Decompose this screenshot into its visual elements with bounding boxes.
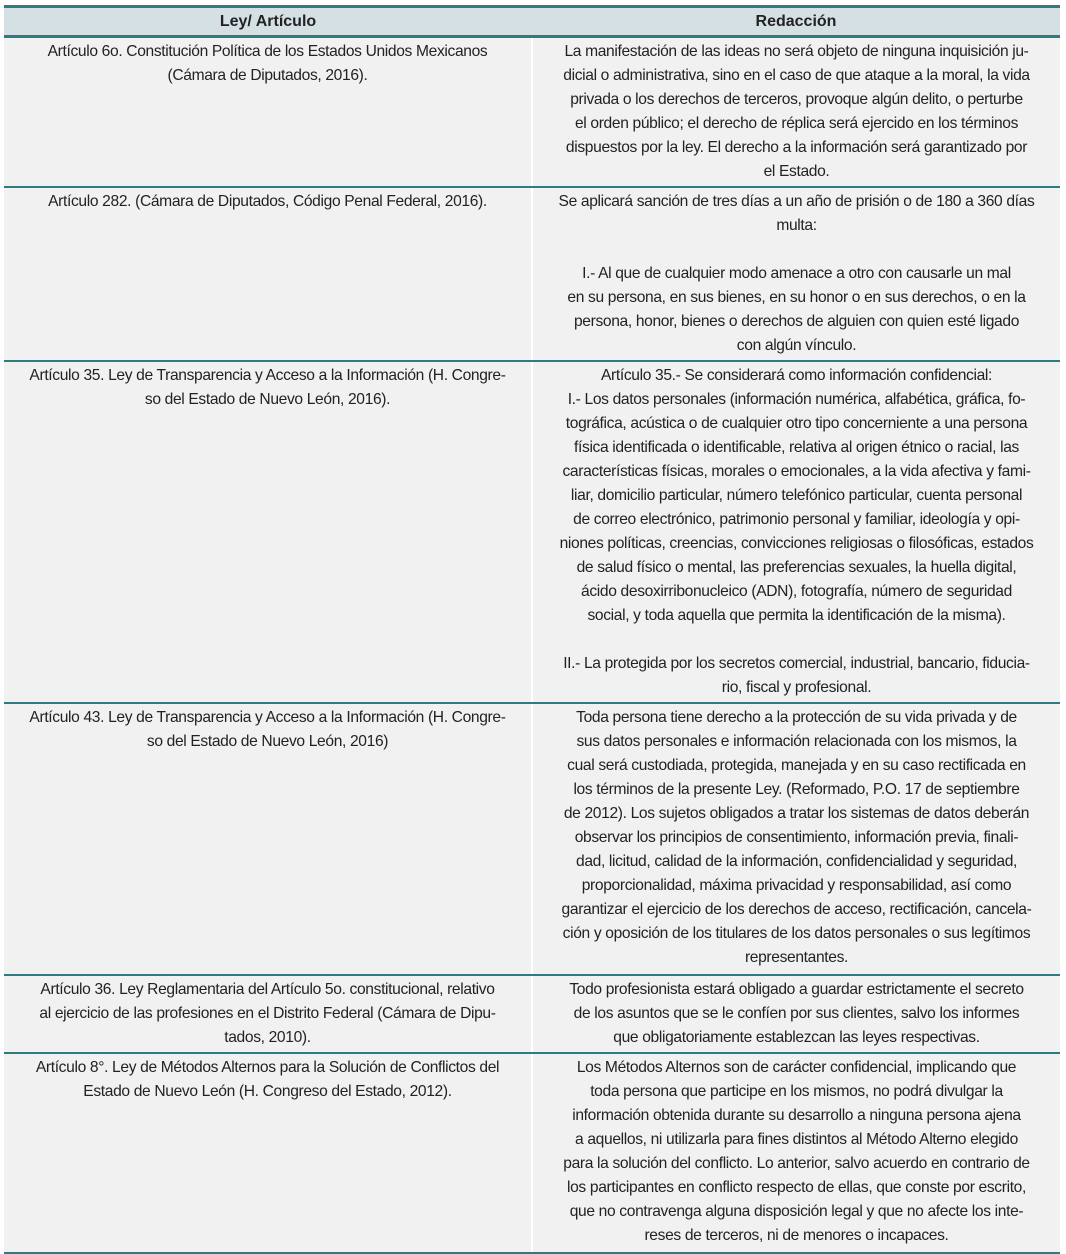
redaccion-cell: Artículo 35.- Se considerará como información confidencial: I.- Los datos personales (información numérica, alfabética, gráfica, fo- tográfica, acústica o de cualquier otro tipo concerniente a una persona física identificada o identificable, relativa al origen étnico o racial, las características físicas, morales o emocionales, a la vida afectiva y fami- liar, domicilio particular, número telefónico particular, cuenta personal de correo electrónico, patrimonio personal y familiar, ideología y opi- niones políticas, creencias, convicciones religiosas o filosóficas, estados de salud físico o mental, las preferencias sexuales, la huella digital, ácido desoxirribonucleico (ADN), fotografía, número de seguridad social, y toda aquella que permita la identificación de la misma). II.- La protegida por los secretos comercial, industrial, bancario, fiducia- rio, fiscal y profesional. xyxy=(559,367,1034,696)
redaccion-cell: Se aplicará sanción de tres días a un año de prisión o de 180 a 360 días multa: I.- Al que de cualquier modo amenace a otro con causarle un mal en su persona, en sus bienes, en su honor o en sus derechos, o en la persona, honor, bienes o derechos de alguien con quien esté ligado con algún vínculo. xyxy=(558,193,1035,354)
ley-cell: Artículo 8°. Ley de Métodos Alternos para la Solución de Conflictos del Estado de Nuevo León (H. Congreso del Estado, 2012). xyxy=(35,1059,500,1100)
header-ley: Ley/ Artículo xyxy=(4,7,532,37)
table-row xyxy=(4,361,1060,703)
law-table xyxy=(4,5,1060,1254)
redaccion-cell: Toda persona tiene derecho a la protección de su vida privada y de sus datos personales e información relacionada con los mismos, la cual será custodiada, protegida, manejada y en su caso rectificada en los términos de la presente Ley. (Reformado, P.O. 17 de septiembre de 2012). Los sujetos obligados a tratar los sistemas de datos deberán observar los principios de consentimiento, información previa, finali- dad, licitud, calidad de la información, confidencialidad y seguridad, proporcionalidad, máxima privacidad y responsabilidad, así como garantizar el ejercicio de los derechos de acceso, rectificación, cancela- ción y oposición de los titulares de los datos personales o sus legítimos representantes. xyxy=(561,709,1032,966)
ley-cell: Artículo 35. Ley de Transparencia y Acceso a la Información (H. Congre- so del Estado de Nuevo León, 2016). xyxy=(29,367,506,408)
table-row xyxy=(4,187,1060,361)
header-row xyxy=(4,7,1060,37)
table-row xyxy=(4,1053,1060,1253)
ley-cell: Artículo 43. Ley de Transparencia y Acceso a la Información (H. Congre- so del Estado de Nuevo León, 2016) xyxy=(29,709,506,750)
redaccion-cell: Los Métodos Alternos son de carácter confidencial, implicando que toda persona que participe en los mismos, no podrá divulgar la información obtenida durante su desarrollo a ninguna persona ajena a aquellos, ni utilizarla para fines distintos al Método Alterno elegido para la solución del conflicto. Lo anterior, salvo acuerdo en contrario de los participantes en conflicto respecto de ellas, que conste por escrito, que no contravenga alguna disposición legal y que no afecte los inte- reses de terceros, ni de menores o incapaces. xyxy=(563,1059,1030,1244)
ley-cell: Artículo 282. (Cámara de Diputados, Código Penal Federal, 2016). xyxy=(48,193,487,210)
table-row xyxy=(4,975,1060,1053)
header-redaccion: Redacción xyxy=(532,7,1060,37)
redaccion-cell: La manifestación de las ideas no será objeto de ninguna inquisición ju- dicial o administrativa, sino en el caso de que ataque a la moral, la vida privada o los derechos de terceros, provoque algún delito, o perturbe el orden público; el derecho de réplica será ejercido en los términos dispuestos por la ley. El derecho a la información será garantizado por el Estado. xyxy=(563,43,1030,180)
ley-cell: Artículo 36. Ley Reglamentaria del Artículo 5o. constitucional, relativo al ejercicio de las profesiones en el Distrito Federal (Cámara de Dipu- tados, 2010). xyxy=(39,981,496,1046)
redaccion-cell: Todo profesionista estará obligado a guardar estrictamente el secreto de los asuntos que se le confíen por sus clientes, salvo los informes que obligatoriamente establezcan las leyes respectivas. xyxy=(569,981,1024,1046)
table-row xyxy=(4,37,1060,188)
ley-cell: Artículo 6o. Constitución Política de los Estados Unidos Mexicanos (Cámara de Diputados, 2016). xyxy=(47,43,488,84)
table-row xyxy=(4,703,1060,975)
